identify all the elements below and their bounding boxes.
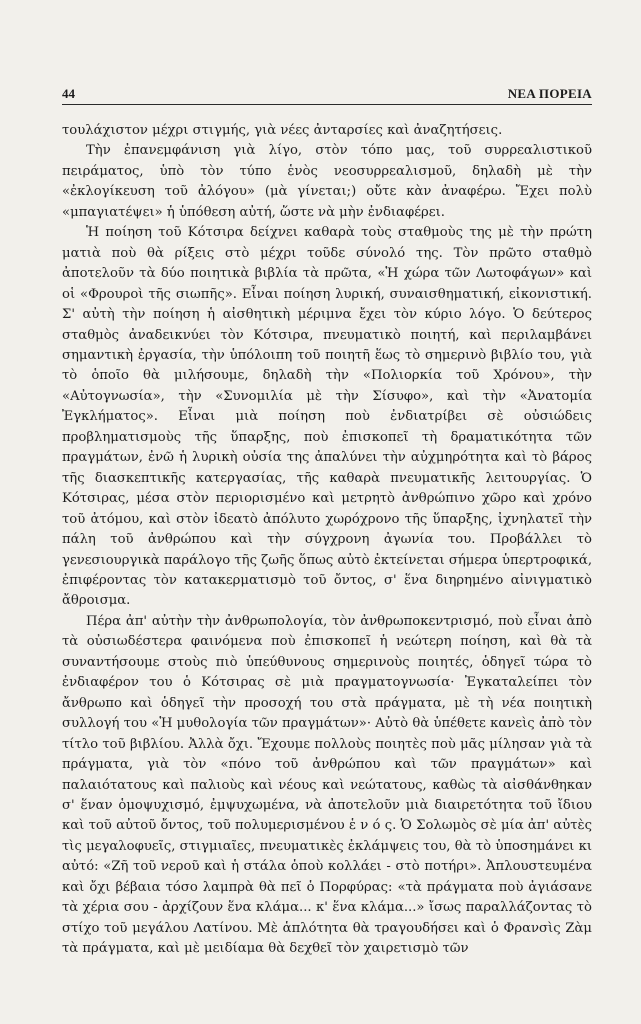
running-head: ΝΕΑ ΠΟΡΕΙΑ [507,86,592,101]
paragraph: Ἡ ποίηση τοῦ Κότσιρα δείχνει καθαρὰ τοὺς σταθμοὺς της μὲ τὴν πρώτη ματιὰ ποὺ θὰ ρίξεις στὸ μέχρι τοῦδε σύνολό της. Τὸν πρῶτο σταθμὸ ἀποτελοῦν τὰ δύο ποιητικὰ βιβλία τὰ πρῶτα, «Ἡ χώρα τῶν Λωτοφάγων» καὶ οἱ «Φρουροὶ τῆς σιωπῆς». Εἶναι ποίηση λυρική, συναισθηματική, εἰκονιστική. Σ' αὐτὴ τὴν ποίηση ἡ αἰσθητικὴ μέριμνα ἔχει τὸν κύριο λόγο. Ὁ δεύτερος σταθμὸς ἀναδεικνύει τὸν Κότσιρα, πνευματικὸ ποιητή, καὶ περιλαμβάνει σημαντικὴ ἐργασία, τὴν ὑπόλοιπη τοῦ ποιητῆ ἕως τὸ σημερινὸ βιβλίο του, γιὰ τὸ ὁποῖο θὰ μιλήσουμε, δηλαδὴ τὴν «Πολιορκία τοῦ Χρόνου», τὴν «Αὐτογνωσία», τὴν «Συνομιλία μὲ τὴν Σίσυφο», καὶ τὴν «Ἀνατομία Ἐγκλήματος». Εἶναι μιὰ ποίηση ποὺ ἐνδιατρίβει σὲ οὐσιώδεις προβληματισμοὺς τῆς ὕπαρξης, ποὺ ἐπισκοπεῖ τὴ δραματικότητα τῶν πραγμάτων, ἐνῶ ἡ λυρικὴ οὐσία της ἀπαλύνει τὴν αὐχμηρότητα καὶ τὸ βάρος τῆς διασκεπτικῆς κατεργασίας, τῆς καθαρὰ πνευματικῆς λειτουργίας. Ὁ Κότσιρας, μέσα στὸν περιορισμένο καὶ μετρητὸ ἀνθρώπινο χῶρο καὶ χρόνο τοῦ ἀτόμου, καὶ στὸν ἰδεατὸ ἀπόλυτο χωρόχρονο τῆς ὕπαρξης, ἰχνηλατεῖ τὴν πάλη τοῦ ἀνθρώπου καὶ τὴν σύγχρονη ἀγωνία του. Προβάλλει τὸ γενεσιουργικὰ παράλογο τῆς ζωῆς ὅπως αὐτὸ ἐκτείνεται σήμερα ὑπερτροφικά, ἐπιφέροντας τὸν κατακερματισμὸ τοῦ ὄντος, σ' ἕνα διηρημένο αἰνιγματικὸ ἄθροισμα. [62,225,593,609]
paragraph: Πέρα ἀπ' αὐτὴν τὴν ἀνθρωπολογία, τὸν ἀνθρωποκεντρισμό, ποὺ εἶναι ἀπὸ τὰ οὐσιωδέστερα φαινόμενα ποὺ ἐπισκοπεῖ ἡ νεώτερη ποίηση, καὶ θὰ τὰ συναντήσουμε στοὺς πιὸ ὑπεύθυνους σημερινοὺς ποιητές, ὁδηγεῖ τώρα τὸ ἐνδιαφέρον του ὁ Κότσιρας σὲ μιὰ πραγματογνωσία· Ἐγκαταλείπει τὸν ἄνθρωπο καὶ ὁδηγεῖ τὴν προσοχή του στὰ πράγματα, μὲ τὴ νέα ποιητικὴ συλλογή του «Ἡ μυθολογία τῶν πραγμάτων»· Αὐτὸ θὰ ὑπέθετε κανεὶς ἀπὸ τὸν τίτλο τοῦ βιβλίου. Ἀλλὰ ὄχι. Ἔχουμε πολλοὺς ποιητὲς ποὺ μᾶς μίλησαν γιὰ τὰ πράγματα, γιὰ τὸν «πόνο τοῦ ἀνθρώπου καὶ τῶν πραγμάτων» καὶ παλαιότατους καὶ παλιοὺς καὶ νέους καὶ νεώτατους, καθὼς τὰ αἰσθάνθηκαν σ' ἕναν ὁμοψυχισμό, ἐμψυχωμένα, νὰ ἀποτελοῦν μιὰ διαιρετότητα τοῦ ἴδιου καὶ τοῦ αὐτοῦ ὄντος, τοῦ πολυμερισμένου ἑ ν ό ς. Ὁ Σολωμὸς σὲ μία ἀπ' αὐτὲς τὶς μεγαλοφυεῖς, στιγμιαῖες, πνευματικὲς ἐκλάμψεις του, θὰ τὸ ὑποσημάνει κι αὐτό: «Ζῆ τοῦ νεροῦ καὶ ἡ στάλα ὁποὺ κολλάει - στὸ ποτήρι». Ἀπλουστευμένα καὶ ὄχι βέβαια τόσο λαμπρὰ θὰ πεῖ ὁ Πορφύρας: «τὰ πράγματα ποὺ ἀγιάσανε τὰ χέρια σου - ἀρχίζουν ἕνα κλάμα... κ' ἕνα κλάμα...» ἴσως παραλλάζοντας τὸ στίχο τοῦ μεγάλου Λατίνου. Μὲ ἁπλότητα θὰ τραγουδήσει καὶ ὁ Φρανσὶς Ζὰμ τὰ πράγματα, καὶ μὲ μειδίαμα θὰ δεχθεῖ τὸν χαιρετισμὸ τῶν [62,613,592,957]
body-text [62,121,592,960]
paragraph-continuation: τουλάχιστον μέχρι στιγμής, γιὰ νέες ἀνταρσίες καὶ ἀναζητήσεις. [62,123,503,138]
header-rule [62,104,592,105]
page-number: 44 [62,86,75,101]
page-header [62,86,592,106]
paragraph: Τὴν ἐπανεμφάνιση γιὰ λίγο, στὸν τόπο μας, τοῦ συρρεαλιστικοῦ πειράματος, ὑπὸ τὸν τύπο ἑνὸς νεοσυρρεαλισμοῦ, δηλαδὴ μὲ τὴν «ἐκλογίκευση τοῦ ἀλόγου» (μὰ γίνεται;) οὔτε κὰν ἀναφέρω. Ἔχει πολὺ «μπαγιατέψει» ἡ ὑπόθεση αὐτή, ὥστε νὰ μὴν ἐνδιαφέρει. [62,143,592,220]
